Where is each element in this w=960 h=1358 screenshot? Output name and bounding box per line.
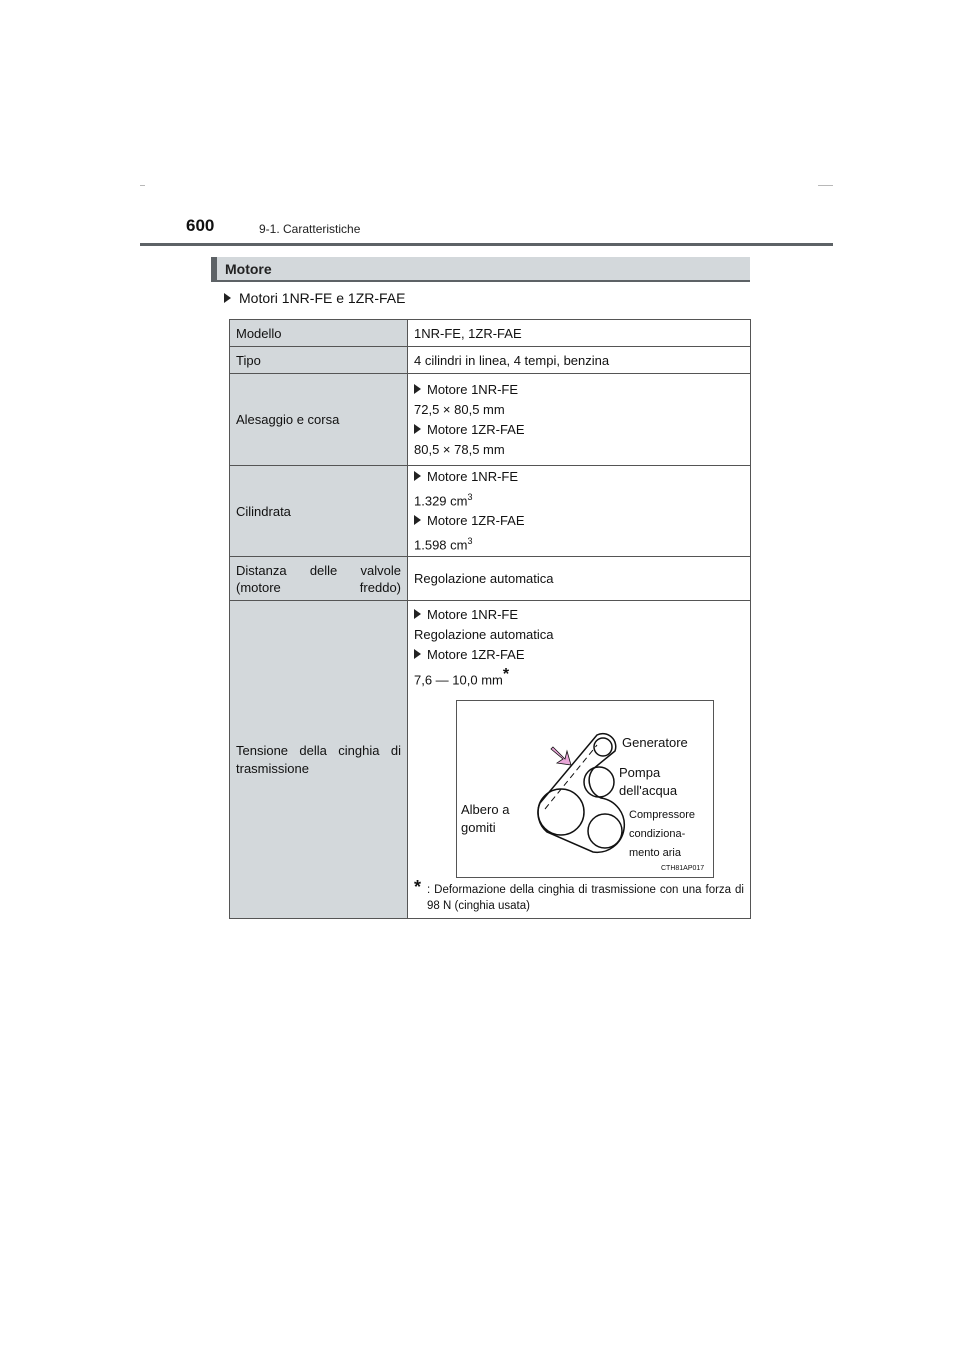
footnote-text: : Deformazione della cinghia di trasmissione con una forza di 98 N (cinghia usata) (427, 884, 744, 913)
section-heading (211, 257, 750, 282)
row-label: Distanza delle valvole (motore freddo) (230, 557, 408, 601)
triangle-bullet-icon (224, 293, 231, 303)
generator-label: Generatore (622, 735, 688, 751)
crop-mark-right (818, 185, 833, 186)
row-value (408, 466, 751, 557)
tension-number: 7,6 — 10,0 mm (414, 672, 503, 688)
diagram-code: CTH81AP017 (661, 865, 705, 873)
pump-label-line1: Pompa (619, 765, 661, 781)
section-title: Motore (225, 261, 272, 277)
triangle-bullet-icon (414, 424, 421, 434)
row-value: 4 cilindri in linea, 4 tempi, benzina (408, 347, 751, 374)
engine-name: Motore 1ZR-FAE (427, 421, 525, 437)
pump-label-line2: dell'acqua (619, 783, 678, 799)
engine-name: Motore 1ZR-FAE (427, 647, 525, 662)
table-row (230, 466, 751, 557)
row-value: Regolazione automatica (408, 557, 751, 601)
engine-subitem (414, 605, 744, 625)
table-row (230, 374, 751, 466)
displacement-number: 1.329 cm (414, 493, 468, 508)
engine-name: Motore 1NR-FE (427, 468, 519, 484)
section-accent (211, 257, 217, 280)
engine-subitem (414, 467, 744, 487)
row-label: Tensione della cinghia di trasmissione (230, 601, 408, 919)
engine-subitem (414, 645, 744, 665)
crank-label-line1: Albero a (461, 802, 510, 818)
compressor-label-line2: condiziona- (629, 828, 686, 841)
table-row (230, 601, 751, 919)
bore-stroke-value: 80,5 × 78,5 mm (414, 441, 505, 457)
row-label: Modello (230, 320, 408, 347)
chapter-title: 9-1. Caratteristiche (259, 222, 361, 236)
crankshaft-pulley (538, 789, 584, 835)
engine-spec-table (229, 319, 751, 919)
generator-pulley (594, 738, 612, 756)
row-value: 1NR-FE, 1ZR-FAE (408, 320, 751, 347)
header-rule (140, 243, 833, 246)
row-value (408, 601, 751, 919)
engine-name: Motore 1NR-FE (427, 381, 519, 397)
tension-value: Regolazione automatica (414, 627, 554, 642)
engine-subitem (414, 380, 744, 400)
subheading-text: Motori 1NR-FE e 1ZR-FAE (239, 290, 406, 306)
footnote (414, 877, 744, 918)
table-row (230, 320, 751, 347)
triangle-bullet-icon (414, 471, 421, 481)
bore-stroke-value: 72,5 × 80,5 mm (414, 401, 505, 417)
displacement-value (414, 531, 744, 555)
triangle-bullet-icon (414, 609, 421, 619)
crop-mark-left (140, 185, 145, 186)
page-number: 600 (186, 216, 215, 235)
unit-superscript: 3 (467, 491, 473, 502)
triangle-bullet-icon (414, 649, 421, 659)
footnote-asterisk: * (414, 877, 422, 898)
footnote-line (414, 877, 744, 914)
row-label: Cilindrata (230, 466, 408, 557)
row-label: Tipo (230, 347, 408, 374)
subheading (224, 290, 405, 306)
belt-diagram (456, 700, 714, 878)
compressor-label-line1: Compressore (629, 809, 696, 822)
pressure-arrow-icon (551, 747, 571, 765)
displacement-value (414, 487, 744, 511)
triangle-bullet-icon (414, 515, 421, 525)
engine-subitem (414, 420, 744, 440)
unit-superscript: 3 (467, 536, 473, 546)
displacement-number: 1.598 cm (414, 537, 468, 553)
row-label: Alesaggio e corsa (230, 374, 408, 466)
tension-value (414, 665, 744, 690)
engine-subitem (414, 511, 744, 531)
crank-label-line2: gomiti (461, 820, 496, 836)
row-value (408, 374, 751, 466)
triangle-bullet-icon (414, 384, 421, 394)
engine-name: Motore 1ZR-FAE (427, 513, 525, 528)
table-row (230, 557, 751, 601)
compressor-label-line3: mento aria (629, 847, 681, 860)
engine-name: Motore 1NR-FE (427, 607, 519, 622)
table-row (230, 347, 751, 374)
asterisk-mark: * (502, 666, 510, 683)
